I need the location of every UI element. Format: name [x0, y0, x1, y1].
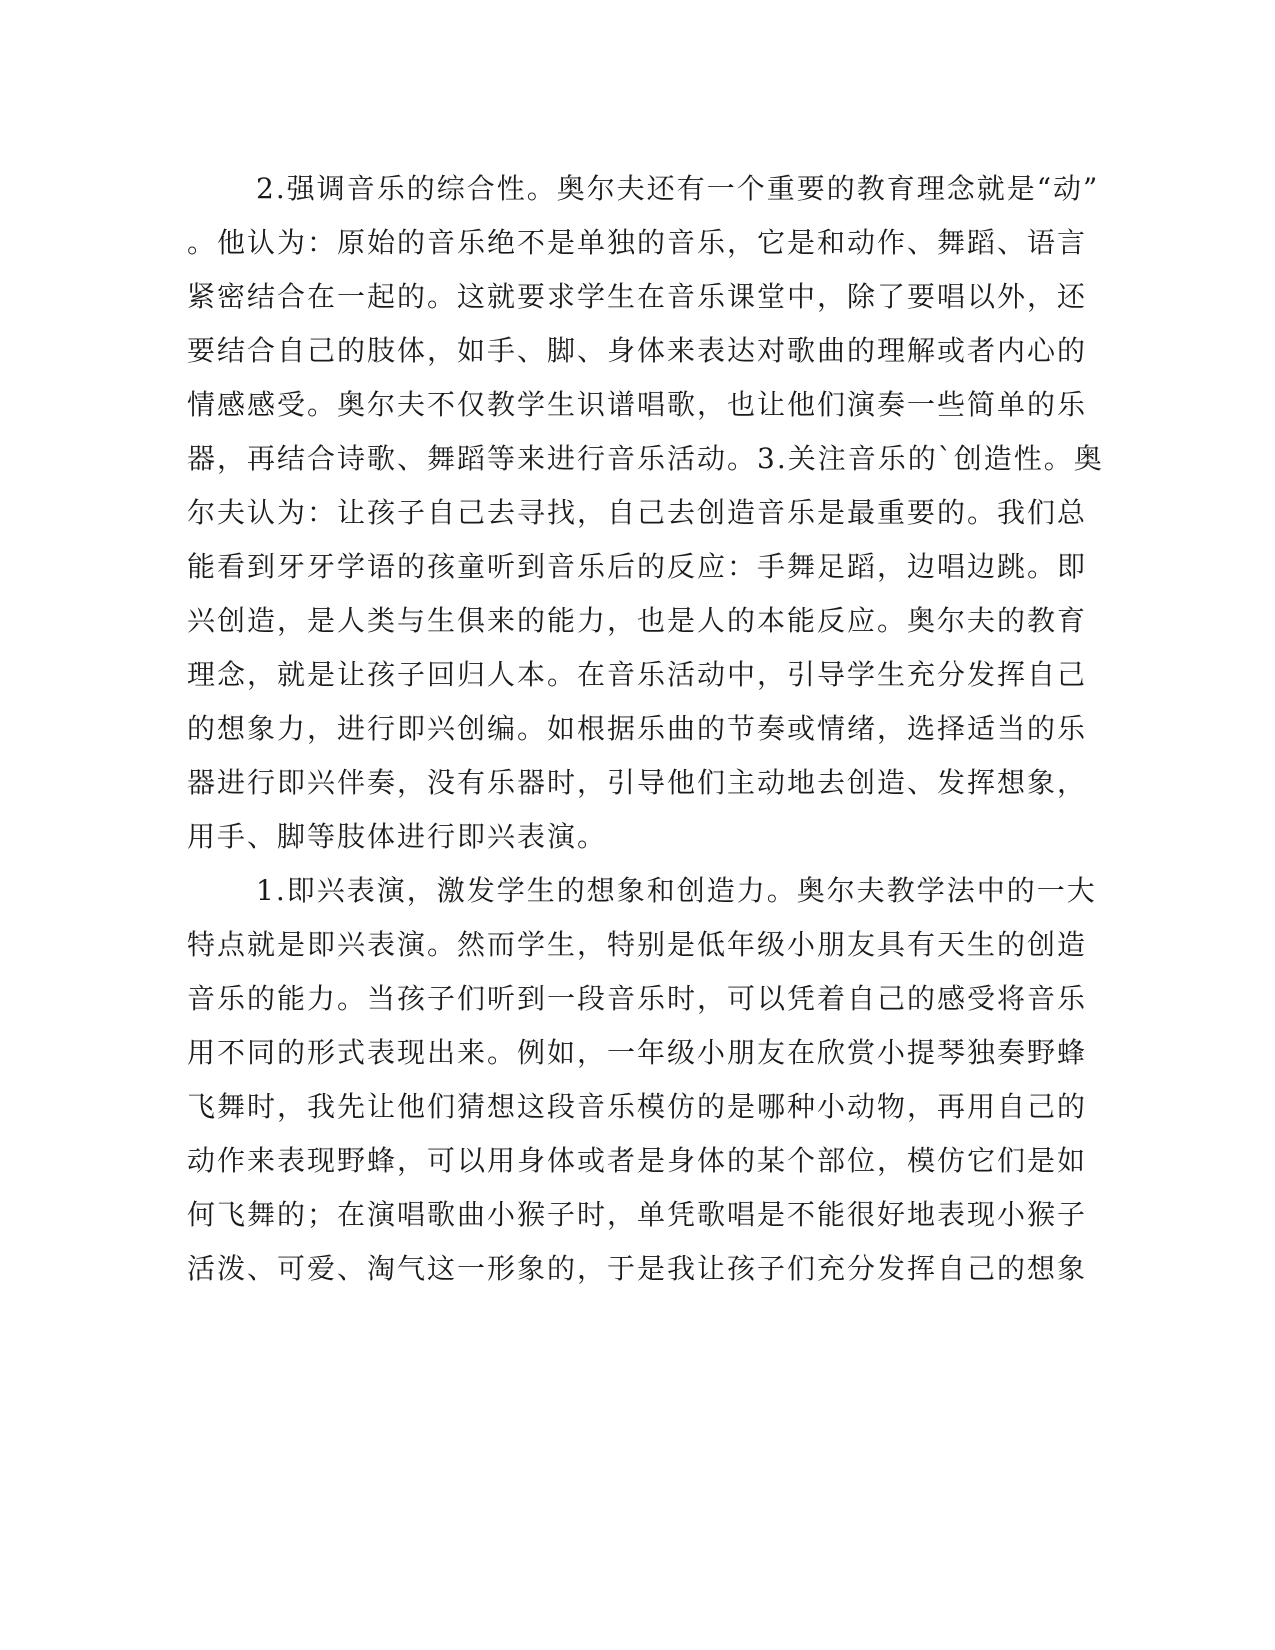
text-line-16: 音乐的能力。当孩子们听到一段音乐时，可以凭着自己的感受将音乐	[187, 982, 1088, 1015]
text-line-7: 尔夫认为：让孩子自己去寻找，自己去创造音乐是最重要的。我们总	[187, 496, 1088, 529]
text-line-17: 用不同的形式表现出来。例如，一年级小朋友在欣赏小提琴独奏野蜂	[187, 1036, 1088, 1069]
text-line-8: 能看到牙牙学语的孩童听到音乐后的反应：手舞足蹈，边唱边跳。即	[187, 550, 1088, 583]
text-line-1: 2.强调音乐的综合性。奥尔夫还有一个重要的教育理念就是“动”	[256, 172, 1100, 205]
text-line-2: 。他认为：原始的音乐绝不是单独的音乐，它是和动作、舞蹈、语言	[187, 226, 1088, 259]
text-line-11: 的想象力，进行即兴创编。如根据乐曲的节奏或情绪，选择适当的乐	[187, 712, 1088, 745]
text-line-12: 器进行即兴伴奏，没有乐器时，引导他们主动地去创造、发挥想象，	[187, 766, 1088, 799]
text-line-4: 要结合自己的肢体，如手、脚、身体来表达对歌曲的理解或者内心的	[187, 334, 1088, 367]
text-line-3: 紧密结合在一起的。这就要求学生在音乐课堂中，除了要唱以外，还	[187, 280, 1088, 313]
text-line-5: 情感感受。奥尔夫不仅教学生识谱唱歌，也让他们演奏一些简单的乐	[187, 388, 1088, 421]
text-line-14: 1.即兴表演，激发学生的想象和创造力。奥尔夫教学法中的一大	[256, 874, 1097, 907]
text-line-13: 用手、脚等肢体进行即兴表演。	[187, 820, 608, 853]
text-line-6: 器，再结合诗歌、舞蹈等来进行音乐活动。3.关注音乐的`创造性。奥	[187, 442, 1104, 475]
text-line-20: 何飞舞的；在演唱歌曲小猴子时，单凭歌唱是不能很好地表现小猴子	[187, 1198, 1088, 1231]
text-line-9: 兴创造，是人类与生俱来的能力，也是人的本能反应。奥尔夫的教育	[187, 604, 1088, 637]
text-line-19: 动作来表现野蜂，可以用身体或者是身体的某个部位，模仿它们是如	[187, 1144, 1088, 1177]
text-line-21: 活泼、可爱、淘气这一形象的，于是我让孩子们充分发挥自己的想象	[187, 1252, 1088, 1285]
text-line-18: 飞舞时，我先让他们猜想这段音乐模仿的是哪种小动物，再用自己的	[187, 1090, 1088, 1123]
text-line-15: 特点就是即兴表演。然而学生，特别是低年级小朋友具有天生的创造	[187, 928, 1088, 961]
text-line-10: 理念，就是让孩子回归人本。在音乐活动中，引导学生充分发挥自己	[187, 658, 1088, 691]
